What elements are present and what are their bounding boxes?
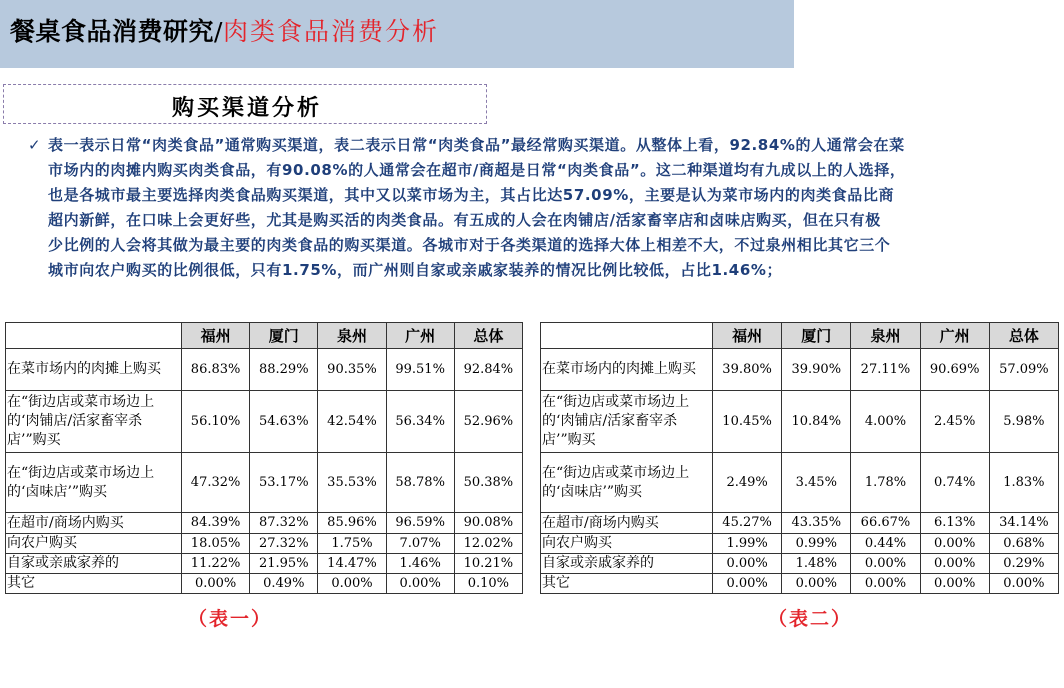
table-row — [541, 453, 1059, 513]
cell-value: 43.35% — [782, 513, 851, 534]
cell-value: 18.05% — [182, 534, 250, 554]
most-frequent-channel-table — [540, 322, 1059, 594]
row-label: 在菜市场内的肉摊上购买 — [541, 349, 713, 391]
table-header-row — [6, 323, 523, 349]
paragraph-line: 少比例的人会将其做为最主要的肉类食品的购买渠道。各城市对于各类渠道的选择大体上相差不大，不过泉州相比其它三个 — [48, 236, 891, 254]
row-label: 在“街边店或菜市场边上的‘肉铺店/活家畜宰杀店’”购买 — [6, 391, 182, 453]
table-row — [541, 554, 1059, 574]
paragraph-line: 也是各城市最主要选择肉类食品购买渠道，其中又以菜市场为主，其占比达57.09%，主要是认为菜市场内的肉类食品比商 — [48, 186, 895, 204]
cell-value: 10.84% — [782, 391, 851, 453]
row-label: 其它 — [6, 574, 182, 594]
section-title: 购买渠道分析 — [172, 95, 323, 121]
cell-value: 6.13% — [920, 513, 989, 534]
table-row — [6, 534, 523, 554]
cell-value: 0.00% — [782, 574, 851, 594]
header-corner — [6, 323, 182, 349]
cell-value: 21.95% — [250, 554, 318, 574]
cell-value: 57.09% — [989, 349, 1058, 391]
column-header: 泉州 — [318, 323, 386, 349]
row-label: 自家或亲戚家养的 — [541, 554, 713, 574]
cell-value: 0.00% — [386, 574, 454, 594]
row-label: 在“街边店或菜市场边上的‘卤味店’”购买 — [6, 453, 182, 513]
cell-value: 96.59% — [386, 513, 454, 534]
cell-value: 10.21% — [454, 554, 522, 574]
table-row — [6, 513, 523, 534]
cell-value: 3.45% — [782, 453, 851, 513]
column-header: 广州 — [920, 323, 989, 349]
cell-value: 90.69% — [920, 349, 989, 391]
cell-value: 0.00% — [182, 574, 250, 594]
table-row — [541, 391, 1059, 453]
table2-caption: （表二） — [768, 608, 853, 630]
usual-channel-table — [5, 322, 523, 594]
cell-value: 1.83% — [989, 453, 1058, 513]
cell-value: 0.00% — [920, 554, 989, 574]
cell-value: 0.00% — [989, 574, 1058, 594]
table-row — [6, 574, 523, 594]
cell-value: 0.99% — [782, 534, 851, 554]
cell-value: 0.00% — [920, 574, 989, 594]
cell-value: 39.90% — [782, 349, 851, 391]
cell-value: 0.00% — [713, 554, 782, 574]
column-header: 厦门 — [782, 323, 851, 349]
title-sub: 肉类食品消费分析 — [222, 17, 439, 46]
table-row — [541, 513, 1059, 534]
cell-value: 27.11% — [851, 349, 920, 391]
cell-value: 0.68% — [989, 534, 1058, 554]
cell-value: 56.34% — [386, 391, 454, 453]
section-heading-box — [3, 84, 487, 124]
row-label: 在超市/商场内购买 — [6, 513, 182, 534]
column-header: 福州 — [182, 323, 250, 349]
title-separator: / — [214, 17, 223, 46]
column-header: 泉州 — [851, 323, 920, 349]
cell-value: 84.39% — [182, 513, 250, 534]
title-bar — [0, 0, 794, 68]
row-label: 其它 — [541, 574, 713, 594]
cell-value: 53.17% — [250, 453, 318, 513]
paragraph-line: 超内新鲜，在口味上会更好些，尤其是购买活的肉类食品。有五成的人会在肉铺店/活家畜宰店和卤味店购买，但在只有极 — [48, 211, 881, 229]
row-label: 在菜市场内的肉摊上购买 — [6, 349, 182, 391]
page-title — [10, 12, 439, 48]
cell-value: 2.45% — [920, 391, 989, 453]
row-label: 自家或亲戚家养的 — [6, 554, 182, 574]
table-row — [6, 554, 523, 574]
cell-value: 11.22% — [182, 554, 250, 574]
table-row — [6, 453, 523, 513]
cell-value: 2.49% — [713, 453, 782, 513]
table-row — [6, 349, 523, 391]
cell-value: 86.83% — [182, 349, 250, 391]
row-label: 向农户购买 — [541, 534, 713, 554]
cell-value: 14.47% — [318, 554, 386, 574]
cell-value: 90.08% — [454, 513, 522, 534]
column-header: 福州 — [713, 323, 782, 349]
cell-value: 45.27% — [713, 513, 782, 534]
cell-value: 10.45% — [713, 391, 782, 453]
table-row — [6, 391, 523, 453]
cell-value: 0.49% — [250, 574, 318, 594]
cell-value: 7.07% — [386, 534, 454, 554]
cell-value: 0.00% — [920, 534, 989, 554]
cell-value: 0.00% — [318, 574, 386, 594]
header-corner — [541, 323, 713, 349]
analysis-paragraph — [30, 133, 1030, 283]
cell-value: 0.74% — [920, 453, 989, 513]
cell-value: 92.84% — [454, 349, 522, 391]
cell-value: 52.96% — [454, 391, 522, 453]
column-header: 广州 — [386, 323, 454, 349]
cell-value: 0.00% — [851, 574, 920, 594]
paragraph-line: 市场内的肉摊内购买肉类食品，有90.08%的人通常会在超市/商超是日常“肉类食品”。这二种渠道均有九成以上的人选择， — [48, 161, 906, 179]
cell-value: 0.00% — [851, 554, 920, 574]
cell-value: 35.53% — [318, 453, 386, 513]
column-header: 总体 — [454, 323, 522, 349]
cell-value: 1.48% — [782, 554, 851, 574]
cell-value: 39.80% — [713, 349, 782, 391]
column-header: 总体 — [989, 323, 1058, 349]
cell-value: 4.00% — [851, 391, 920, 453]
table-header-row — [541, 323, 1059, 349]
row-label: 在超市/商场内购买 — [541, 513, 713, 534]
table-row — [541, 349, 1059, 391]
cell-value: 1.99% — [713, 534, 782, 554]
cell-value: 0.29% — [989, 554, 1058, 574]
cell-value: 54.63% — [250, 391, 318, 453]
cell-value: 12.02% — [454, 534, 522, 554]
cell-value: 1.75% — [318, 534, 386, 554]
title-main: 餐桌食品消费研究 — [10, 17, 215, 46]
cell-value: 1.78% — [851, 453, 920, 513]
cell-value: 42.54% — [318, 391, 386, 453]
cell-value: 0.44% — [851, 534, 920, 554]
paragraph-line: 城市向农户购买的比例很低，只有1.75%，而广州则自家或亲戚家装养的情况比例比较低，占比1.46%； — [48, 261, 783, 279]
cell-value: 0.10% — [454, 574, 522, 594]
column-header: 厦门 — [250, 323, 318, 349]
table-row — [541, 574, 1059, 594]
cell-value: 99.51% — [386, 349, 454, 391]
cell-value: 27.32% — [250, 534, 318, 554]
cell-value: 5.98% — [989, 391, 1058, 453]
cell-value: 88.29% — [250, 349, 318, 391]
row-label: 在“街边店或菜市场边上的‘肉铺店/活家畜宰杀店’”购买 — [541, 391, 713, 453]
cell-value: 47.32% — [182, 453, 250, 513]
cell-value: 66.67% — [851, 513, 920, 534]
cell-value: 85.96% — [318, 513, 386, 534]
cell-value: 87.32% — [250, 513, 318, 534]
cell-value: 58.78% — [386, 453, 454, 513]
check-bullet-icon: ✓ — [28, 136, 42, 154]
row-label: 向农户购买 — [6, 534, 182, 554]
cell-value: 50.38% — [454, 453, 522, 513]
row-label: 在“街边店或菜市场边上的‘卤味店’”购买 — [541, 453, 713, 513]
cell-value: 34.14% — [989, 513, 1058, 534]
cell-value: 0.00% — [713, 574, 782, 594]
table-row — [541, 534, 1059, 554]
cell-value: 56.10% — [182, 391, 250, 453]
cell-value: 1.46% — [386, 554, 454, 574]
table1-caption: （表一） — [188, 608, 273, 630]
cell-value: 90.35% — [318, 349, 386, 391]
paragraph-line: 表一表示日常“肉类食品”通常购买渠道，表二表示日常“肉类食品”最经常购买渠道。从整体上看，92.84%的人通常会在菜 — [48, 136, 905, 154]
